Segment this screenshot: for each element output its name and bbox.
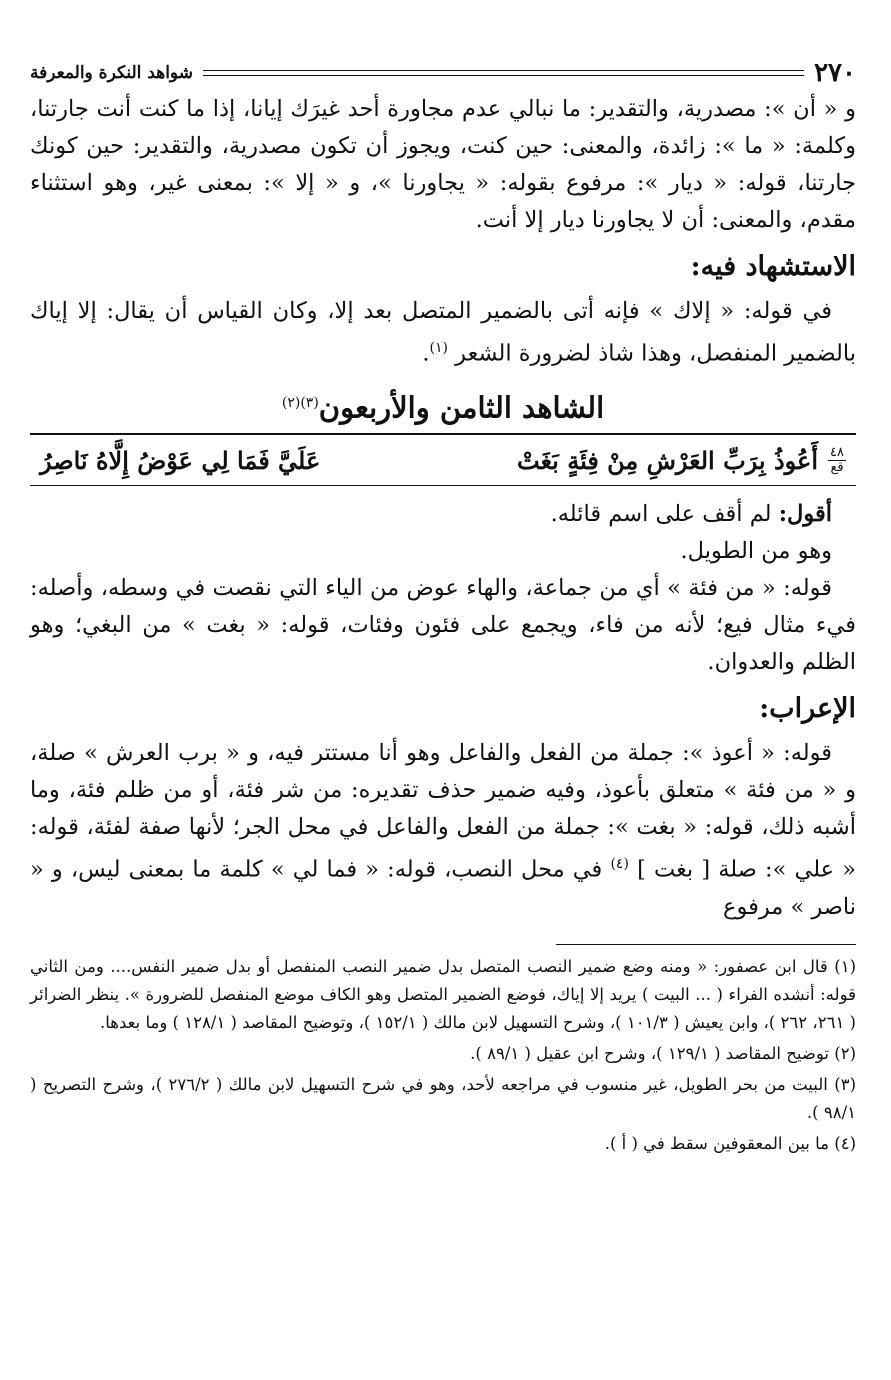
page-number: ٢٧٠: [814, 58, 856, 88]
istishhad-heading: الاستشهاد فيه:: [690, 251, 856, 282]
commentary-p3: قوله: « من فئة » أي من جماعة، والهاء عوض من الياء التي نقصت في وسطه، وأصله: فيء مثال فيع؛ لأنه من فاء، ويجمع على فئون وفئات، قوله: « بغت » من البغي؛ وهو الظلم والعدوان.: [30, 575, 856, 676]
footnote-2: (٢) توضيح المقاصد ( ١٢٩/١ )، وشرح ابن عقيل ( ٨٩/١ ).: [470, 1043, 856, 1063]
verse-number-label: قع: [830, 459, 844, 475]
verse-number-value: ٤٨: [830, 444, 844, 460]
irab-text-b: في محل النصب، قوله: « فما لي » كلمة ما بمعنى ليس، و « ناصر » مرفوع: [30, 856, 856, 920]
footnote-ref-4[interactable]: (٤): [610, 856, 629, 873]
footnote-3: (٣) البيت من بحر الطويل، غير منسوب في مراجعه لأحد، وهو في شرح التسهيل لابن مالك ( ٢٧٦/٢ )، وشرح التصريح ( ٩٨/١ ).: [30, 1074, 856, 1122]
intro-paragraph: و « أن »: مصدرية، والتقدير: ما نبالي عدم مجاورة أحد غيرَك إيانا، إذا ما كنت أنت جارتنا، وكلمة: « ما »: زائدة، والمعنى: حين كنت، ويجوز أن تكون مصدرية، والتقدير: حين كونك جارتنا، قوله: « ديار »: مرفوع بقوله: « يجاورنا »، و « إلا »: بمعنى غير، وهو استثناء مقدم، والمعنى: أن لا يجاورنا ديار إلا أنت.: [30, 96, 856, 233]
commentary-label: أقول:: [778, 501, 832, 528]
istishhad-end: .: [422, 340, 430, 367]
hemistich-2: عَلَيَّ فَمَا لِي عَوْضُ إِلَّاهُ نَاصِرُ: [40, 445, 321, 475]
irab-heading: الإعراب:: [759, 693, 856, 725]
verse-box: [30, 433, 856, 486]
running-title: شواهد النكرة والمعرفة: [30, 63, 193, 83]
commentary-p1-text: لم أقف على اسم قائله.: [550, 501, 779, 528]
running-header: [30, 55, 856, 91]
document-page: [30, 55, 856, 1161]
footnote-4: (٤) ما بين المعقوفين سقط في ( أ ).: [604, 1133, 856, 1153]
header-rule: [203, 70, 804, 76]
witness-title-refs[interactable]: (٣)(٢): [281, 394, 319, 411]
istishhad-text: في قوله: « إلاك » فإنه أتى بالضمير المتصل بعد إلا، وكان القياس أن يقال: إلا إياك بالضمير المنفصل، وهذا شاذ لضرورة الشعر: [30, 298, 856, 367]
commentary-p2: وهو من الطويل.: [680, 538, 832, 565]
hemistich-1: أَعُوذُ بِرَبِّ العَرْشِ مِنْ فِئَةٍ بَغَتْ: [517, 445, 819, 475]
witness-title-text: الشاهد الثامن والأربعون: [318, 390, 605, 425]
footnote-ref-1[interactable]: (١): [429, 340, 449, 356]
irab-text-a: قوله: « أعوذ »: جملة من الفعل والفاعل وهو أنا مستتر فيه، و « برب العرش » صلة، و « من فئة » متعلق بأعوذ، وفيه ضمير حذف تقديره: من شر فئة، أو من ظلم فئة، وما أشبه ذلك، قوله: « بغت »: جملة من الفعل والفاعل في محل الجر؛ لأنها صفة لفئة، قوله: « علي »: صلة [ بغت ]: [30, 740, 856, 883]
verse-number: [828, 446, 846, 475]
istishhad-paragraph: [30, 293, 856, 373]
commentary-p1: [30, 496, 856, 533]
verse-first-half: [517, 446, 846, 475]
footnotes: [30, 953, 856, 1158]
witness-title: [30, 381, 856, 430]
footnote-1: (١) قال ابن عصفور: « ومنه وضع ضمير النصب المتصل بدل ضمير النصب المنفصل أو بدل ضمير النفس.... ومن الثاني قوله: أنشده الفراء ( ... البيت ) يريد إلا إياك، فوضع الضمير المتصل وهو الكاف موضع المنفصل للضرورة ». ينظر الضرائر ( ٢٦١، ٢٦٢ )، وابن يعيش ( ١٠١/٣ )، وشرح التسهيل لابن مالك ( ١٥٢/١ )، وتوضيح المقاصد ( ١٢٨/١ ) وما بعدها.: [30, 956, 856, 1032]
irab-paragraph: [30, 735, 856, 926]
footnote-divider: [556, 944, 856, 945]
